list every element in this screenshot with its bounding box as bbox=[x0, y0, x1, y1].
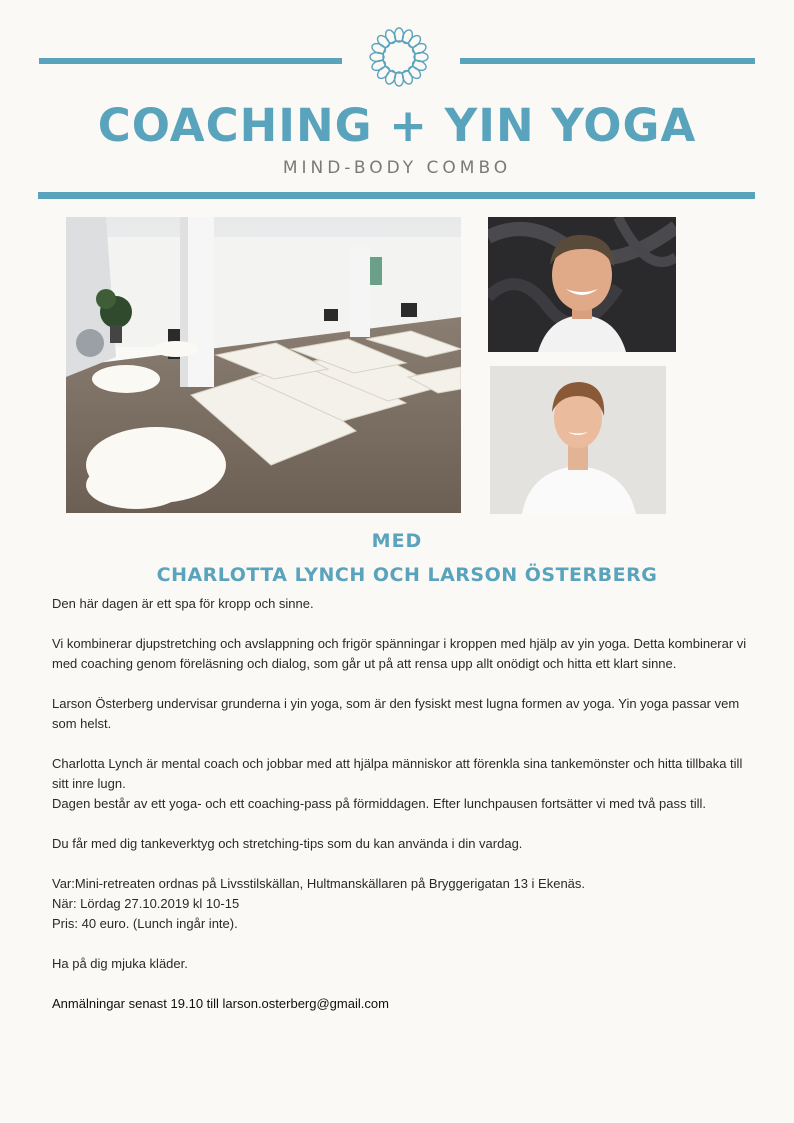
header-rule-right bbox=[460, 58, 755, 64]
hosts-intro: MED bbox=[371, 530, 423, 552]
paragraph-schedule: Dagen består av ett yoga- och ett coaching-pass på förmiddagen. Efter lunchpausen fortsätter vi med två pass till. bbox=[52, 796, 706, 811]
event-description bbox=[52, 594, 752, 1014]
event-price: Pris: 40 euro. (Lunch ingår inte). bbox=[52, 916, 238, 931]
page-title: COACHING + YIN YOGA bbox=[97, 99, 697, 152]
paragraph-intro: Den här dagen är ett spa för kropp och sinne. bbox=[52, 596, 314, 611]
paragraph-method: Vi kombinerar djupstretching och avslappning och frigör spänningar i kroppen med hjälp av yin yoga. Detta kombinerar vi med coaching genom föreläsning och dialog, som går ut på att rensa upp allt onödigt och hitta ett klart sinne. bbox=[52, 636, 747, 671]
charlotta-portrait-photo bbox=[490, 366, 666, 514]
hosts-names: CHARLOTTA LYNCH OCH LARSON ÖSTERBERG bbox=[156, 564, 658, 586]
larson-portrait-photo bbox=[488, 217, 676, 352]
header-rule-left bbox=[39, 58, 342, 64]
signup-info: Anmälningar senast 19.10 till larson.osterberg@gmail.com bbox=[52, 996, 389, 1011]
paragraph-charlotta: Charlotta Lynch är mental coach och jobbar med att hjälpa människor att förenkla sina tankemönster och hitta tillbaka till sitt inre lugn. bbox=[52, 756, 743, 791]
mandala-icon bbox=[369, 27, 429, 87]
event-date: När: Lördag 27.10.2019 kl 10-15 bbox=[52, 896, 240, 911]
page-subtitle: MIND-BODY COMBO bbox=[282, 158, 512, 178]
event-clothing: Ha på dig mjuka kläder. bbox=[52, 956, 188, 971]
yoga-studio-photo bbox=[66, 217, 461, 513]
header-rule-bottom bbox=[38, 192, 755, 199]
paragraph-larson: Larson Österberg undervisar grunderna i yin yoga, som är den fysiskt mest lugna formen av yoga. Yin yoga passar vem som helst. bbox=[52, 696, 740, 731]
paragraph-takeaway: Du får med dig tankeverktyg och stretching-tips som du kan använda i din vardag. bbox=[52, 836, 523, 851]
event-location: Var:Mini-retreaten ordnas på Livsstilskällan, Hultmanskällaren på Bryggerigatan 13 i Ekenäs. bbox=[52, 876, 586, 891]
